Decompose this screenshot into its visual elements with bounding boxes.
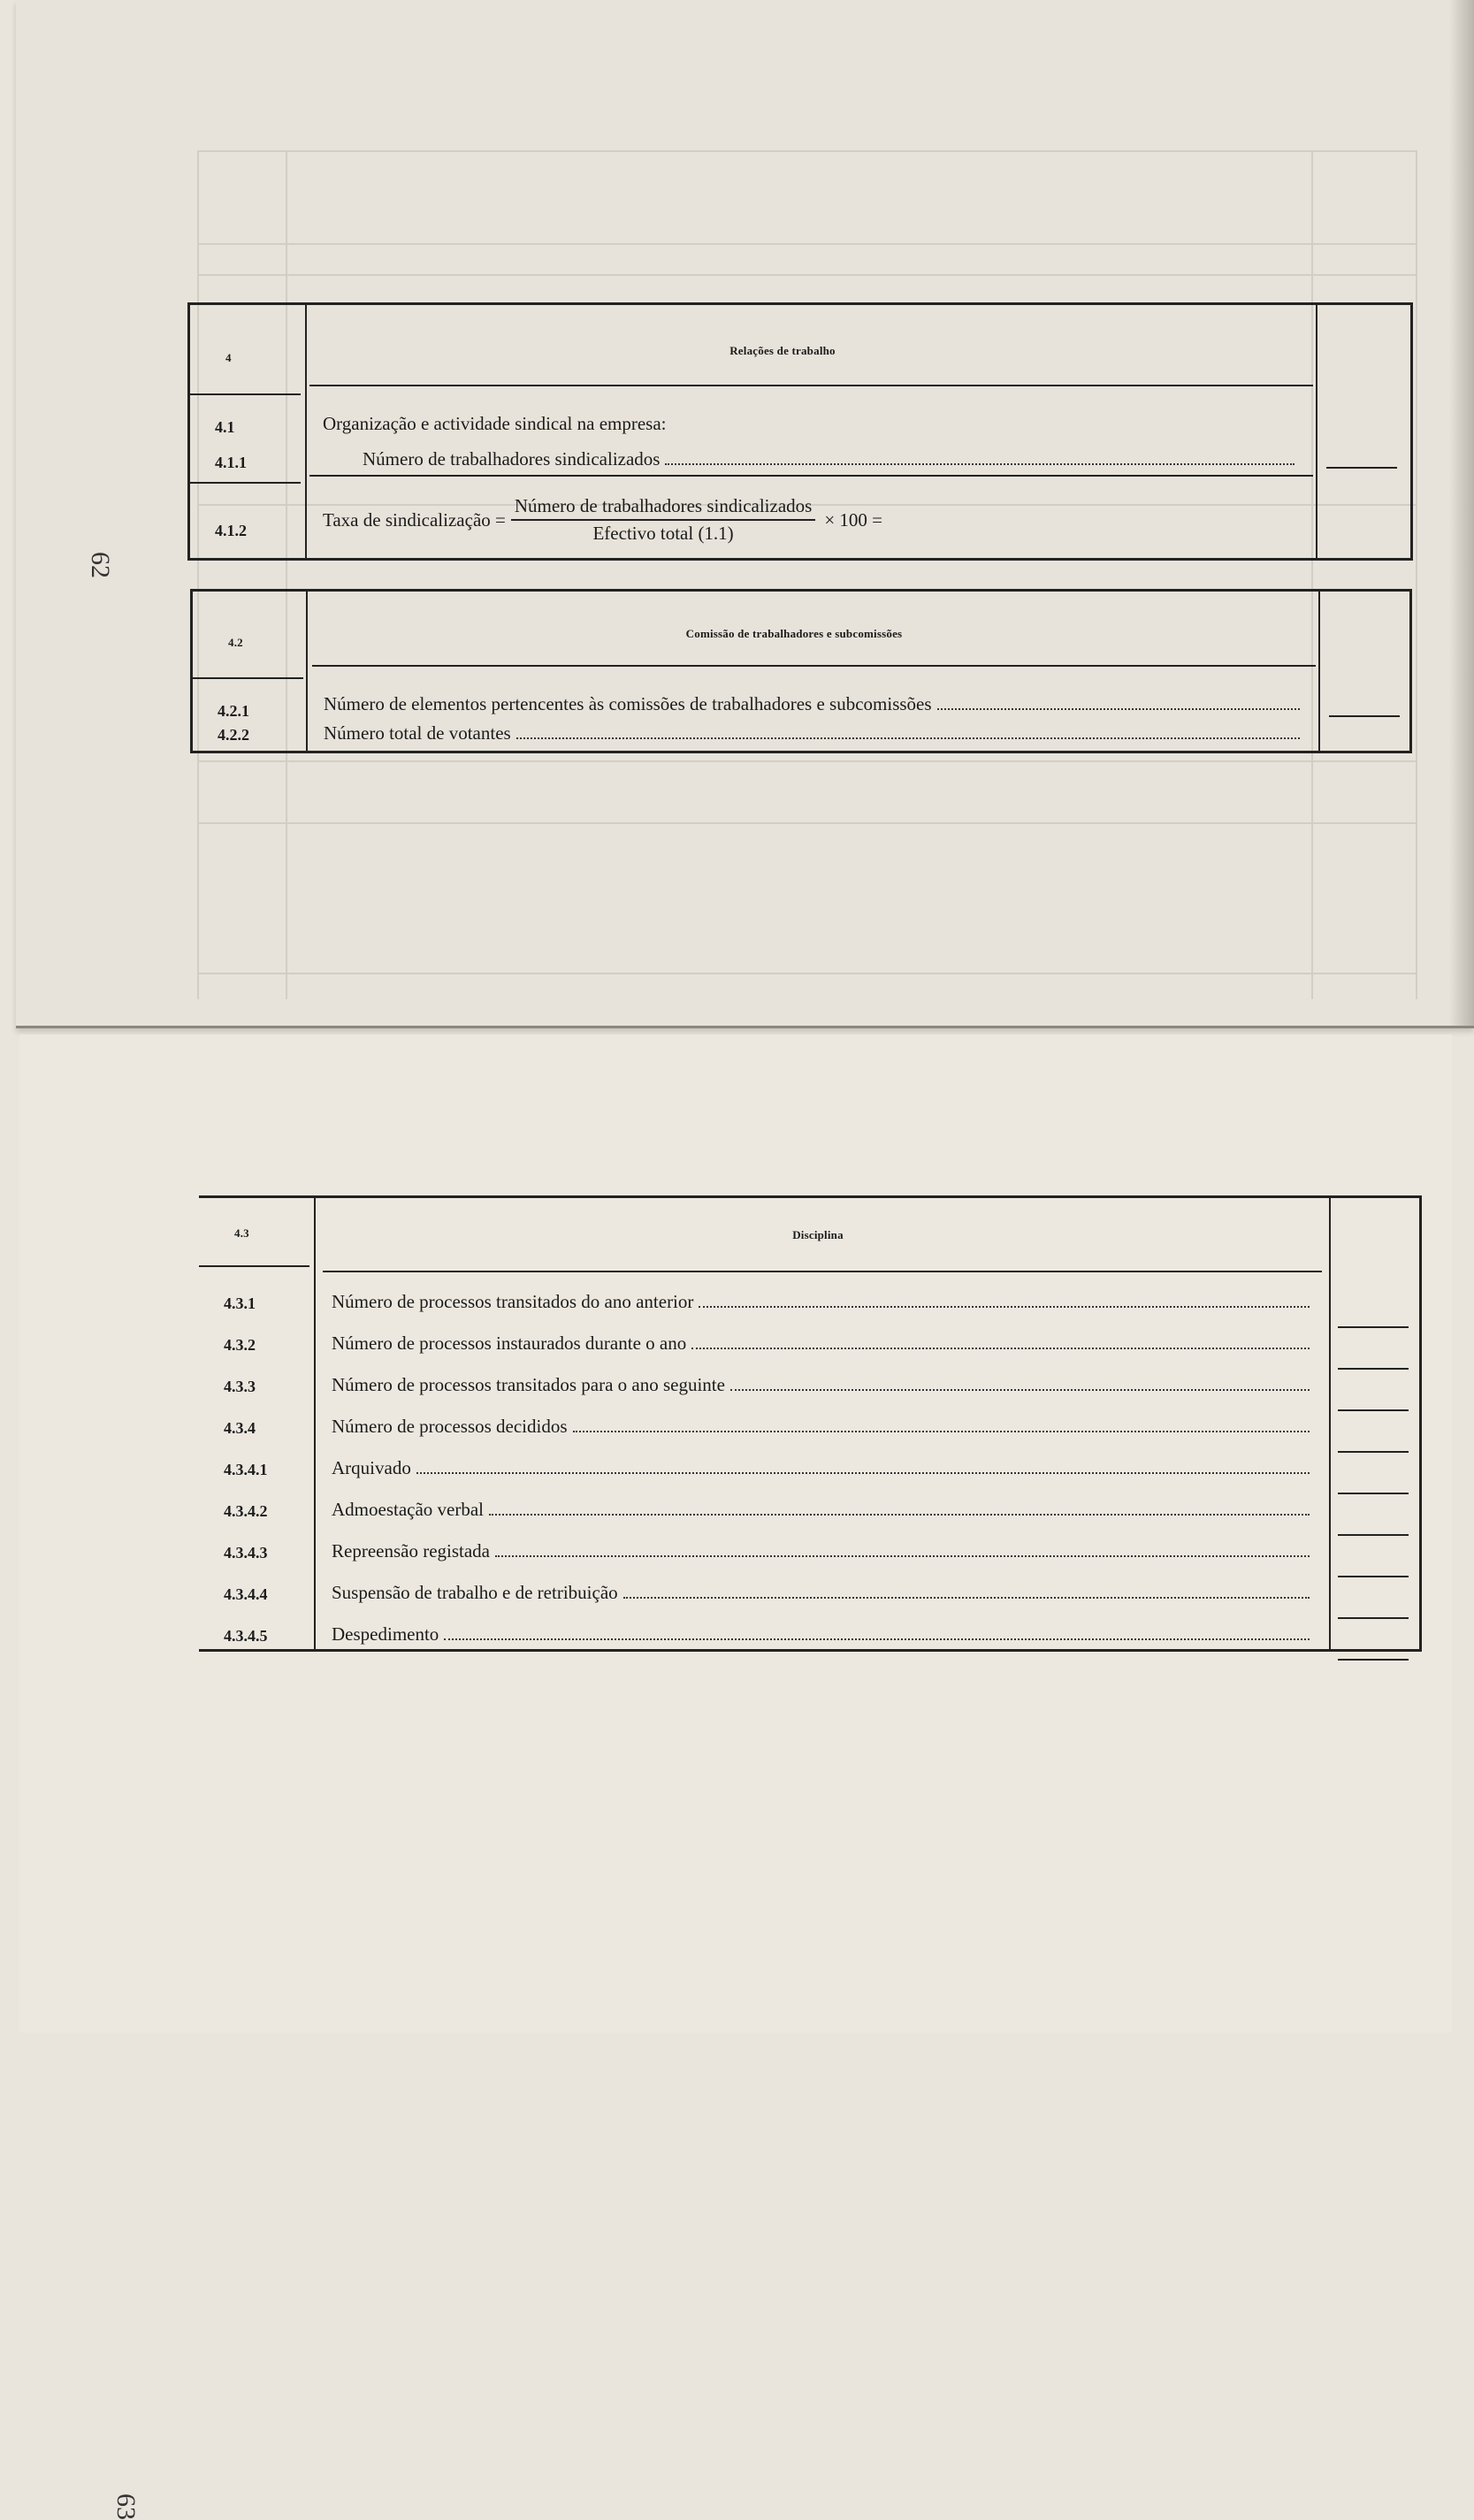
row-4-2-1-code: 4.2.1 [218,702,249,720]
section-4-2-box [190,589,1412,753]
row-4-3-1-answer-line[interactable] [1338,1326,1409,1328]
row-4-1-1-label: Número de trabalhadores sindicalizados [363,448,1300,470]
row-4-2-1-answer-line[interactable] [1329,715,1400,717]
row-4-3-4-3-code: 4.3.4.3 [224,1544,268,1562]
row-4-3-4-5-code: 4.3.4.5 [224,1627,268,1645]
bleed-through-ghost-table [197,150,1417,999]
page-number-top: 62 [86,552,115,578]
row-4-3-4-5-label: Despedimento [332,1623,1315,1646]
row-4-3-4-4-label: Suspensão de trabalho e de retribuição [332,1582,1315,1604]
section-4-3-box [199,1195,1422,1652]
row-4-1-code: 4.1 [215,418,235,436]
page-number-bottom: 63 [111,2493,141,2520]
row-4-3-4-label: Número de processos decididos [332,1416,1315,1438]
sindicalizacao-label: Taxa de sindicalização = [323,508,506,531]
row-4-3-3-answer-line[interactable] [1338,1409,1409,1411]
row-4-3-3-label: Número de processos transitados para o ano seguinte [332,1374,1315,1396]
row-4-3-4-3-label: Repreensão registada [332,1540,1315,1562]
row-4-2-1-label: Número de elementos pertencentes às comissões de trabalhadores e subcomissões [324,693,1305,715]
row-4-3-4-answer-line[interactable] [1338,1451,1409,1453]
row-4-3-4-2-label: Admoestação verbal [332,1499,1315,1521]
section-4-2-title: Comissão de trabalhadores e subcomissões [685,627,903,640]
row-4-2-2-code: 4.2.2 [218,726,249,744]
row-4-1-label: Organização e actividade sindical na empresa: [323,413,667,434]
row-4-3-4-3-answer-line[interactable] [1338,1576,1409,1577]
row-4-3-4-1-label: Arquivado [332,1457,1315,1479]
section-4-3-title: Disciplina [792,1228,844,1241]
section-4-box [187,302,1413,561]
row-4-3-4-5-answer-line[interactable] [1338,1659,1409,1661]
row-4-1-1-answer-line[interactable] [1326,467,1397,469]
row-4-3-4-4-code: 4.3.4.4 [224,1585,268,1603]
section-4-2-code: 4.2 [228,636,243,649]
fraction-denominator: Efectivo total (1.1) [592,523,734,544]
row-4-3-1-code: 4.3.1 [224,1294,256,1312]
section-4-3-code: 4.3 [234,1226,249,1240]
row-4-2-2-label: Número total de votantes [324,722,1305,745]
row-4-3-4-1-answer-line[interactable] [1338,1493,1409,1494]
row-4-3-3-code: 4.3.3 [224,1378,256,1395]
row-4-3-4-4-answer-line[interactable] [1338,1617,1409,1619]
multiply-suffix: × 100 = [824,508,883,531]
row-4-1-2-code: 4.1.2 [215,522,247,539]
row-4-3-2-label: Número de processos instaurados durante o ano [332,1333,1315,1355]
page-spine-shadow [1449,0,1474,1026]
row-4-1-1-code: 4.1.1 [215,454,247,471]
row-4-3-4-code: 4.3.4 [224,1419,256,1437]
row-4-3-2-answer-line[interactable] [1338,1368,1409,1370]
section-4-code: 4 [225,351,232,364]
fraction-numerator: Número de trabalhadores sindicalizados [511,495,815,521]
row-4-3-1-label: Número de processos transitados do ano anterior [332,1291,1315,1313]
row-4-3-4-2-code: 4.3.4.2 [224,1502,268,1520]
row-4-3-2-code: 4.3.2 [224,1336,256,1354]
section-4-title: Relações de trabalho [729,344,836,357]
row-4-3-4-2-answer-line[interactable] [1338,1534,1409,1536]
row-4-1-2-formula [323,495,882,545]
row-4-3-4-1-code: 4.3.4.1 [224,1461,268,1478]
